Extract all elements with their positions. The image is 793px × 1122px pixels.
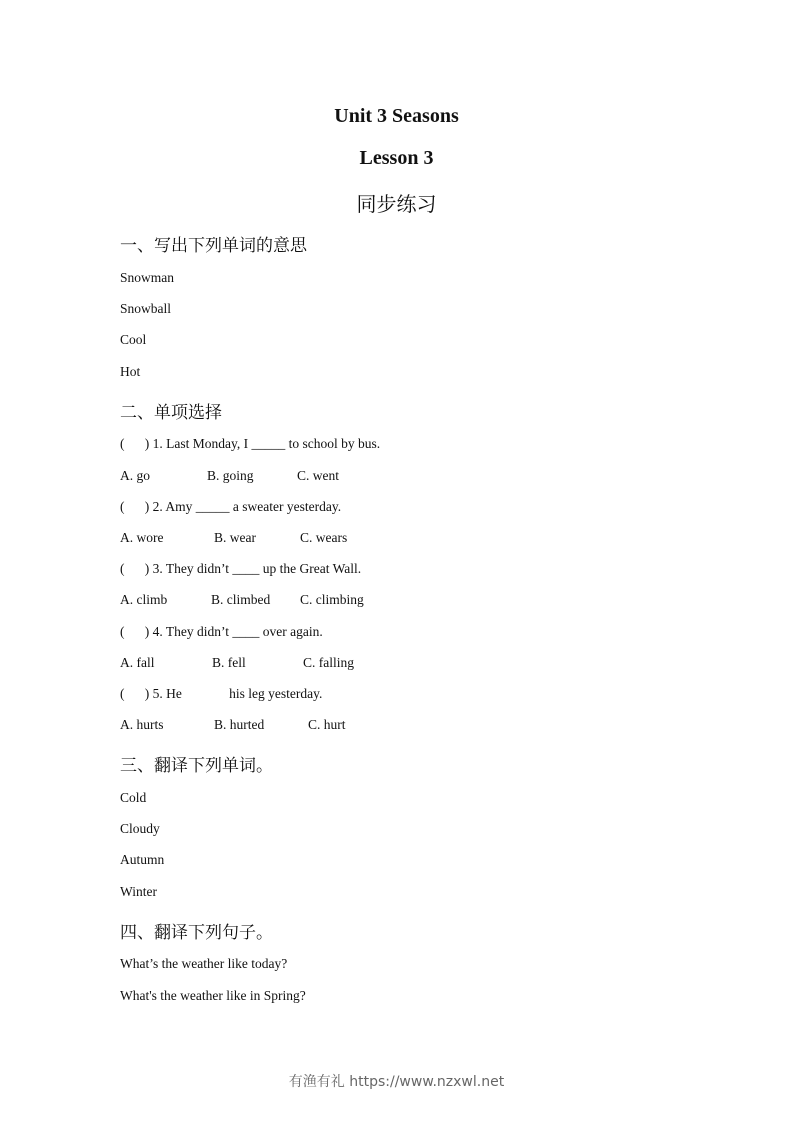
sentence-item: What’s the weather like today?	[120, 956, 288, 971]
word-item: Hot	[120, 364, 141, 379]
sentence-item: What's the weather like in Spring?	[120, 988, 306, 1003]
option-c: C. hurt	[308, 717, 346, 732]
section-1-heading: 一、写出下列单词的意思	[120, 236, 307, 256]
option-b: B. climbed	[211, 592, 271, 607]
word-item: Snowman	[120, 270, 174, 285]
option-b: B. hurted	[214, 717, 265, 732]
option-c: C. falling	[303, 655, 354, 670]
word-item: Cool	[120, 332, 147, 347]
word-item: Cloudy	[120, 821, 160, 836]
option-c: C. climbing	[300, 592, 364, 607]
document-title: Unit 3 Seasons	[334, 105, 459, 127]
option-c: C. wears	[300, 530, 348, 545]
option-a: A. wore	[120, 530, 164, 545]
exercise-subtitle: 同步练习	[356, 192, 437, 216]
question-stem: ( ) 3. They didn’t ____ up the Great Wall.	[120, 561, 362, 576]
section-3-heading: 三、翻译下列单词。	[120, 756, 273, 776]
lesson-title: Lesson 3	[359, 147, 434, 169]
section-4-heading: 四、翻译下列句子。	[120, 923, 273, 943]
question-stem: ( ) 2. Amy _____ a sweater yesterday.	[120, 499, 342, 514]
word-item: Autumn	[120, 852, 165, 867]
question-stem: ( ) 5. He his leg yesterday.	[120, 686, 323, 701]
option-c: C. went	[297, 468, 339, 483]
word-item: Winter	[120, 884, 157, 899]
question-stem: ( ) 1. Last Monday, I _____ to school by bus.	[120, 436, 381, 451]
option-a: A. hurts	[120, 717, 164, 732]
option-a: A. fall	[120, 655, 155, 670]
option-b: B. fell	[212, 655, 246, 670]
word-item: Cold	[120, 790, 147, 805]
question-stem: ( ) 4. They didn’t ____ over again.	[120, 624, 323, 639]
footer-watermark: 有渔有礼 https://www.nzxwl.net	[288, 1074, 505, 1090]
section-2-heading: 二、单项选择	[120, 403, 222, 423]
option-b: B. wear	[214, 530, 256, 545]
option-a: A. climb	[120, 592, 168, 607]
option-b: B. going	[207, 468, 254, 483]
word-item: Snowball	[120, 301, 172, 316]
option-a: A. go	[120, 468, 150, 483]
